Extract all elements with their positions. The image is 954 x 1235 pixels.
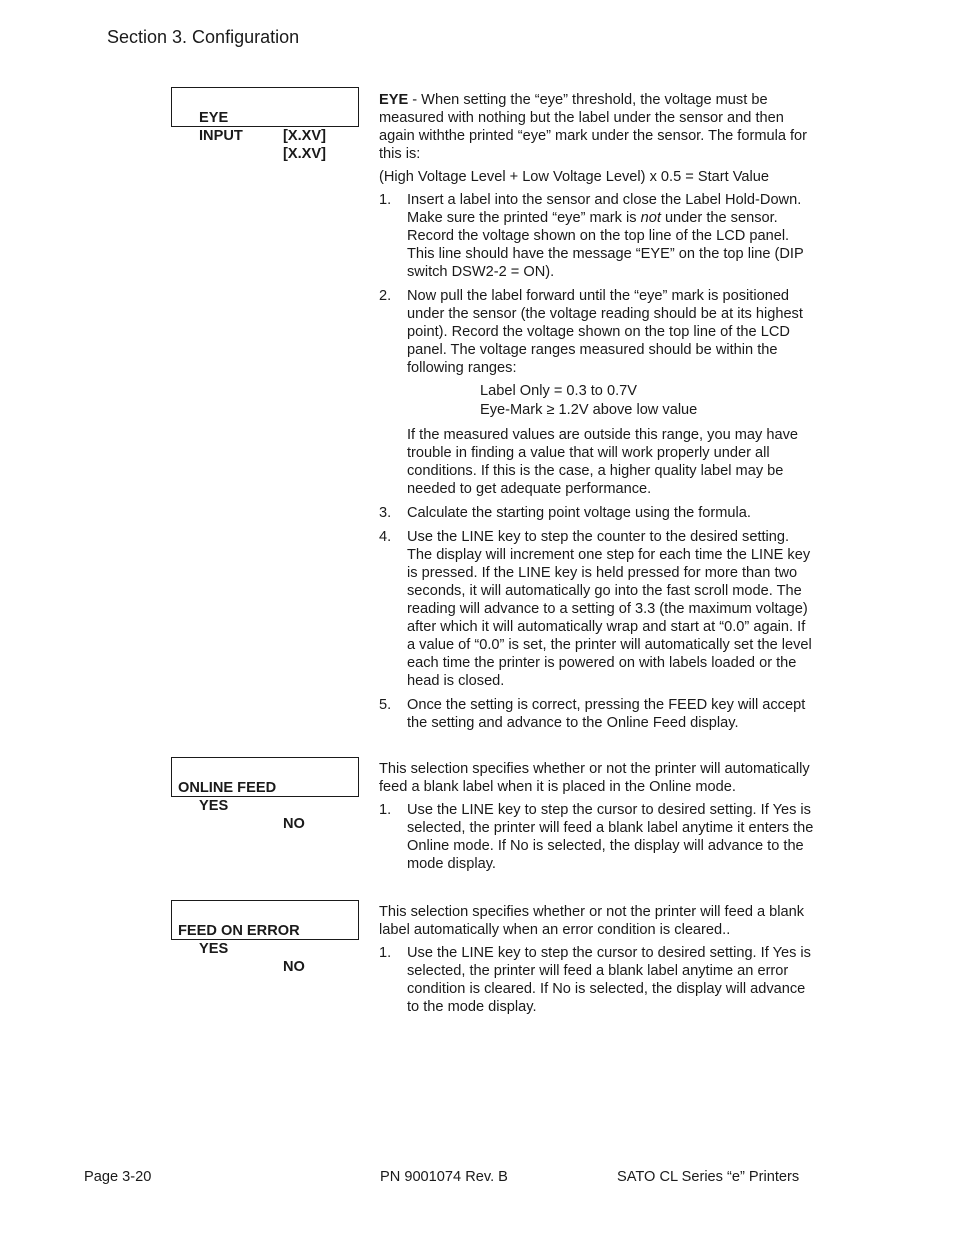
step-text: Calculate the starting point voltage using the formula. bbox=[407, 505, 751, 521]
lcd-eye-label: EYE bbox=[199, 110, 229, 126]
feed-on-error-steps bbox=[379, 944, 814, 1016]
lcd-online-feed-display bbox=[171, 757, 359, 832]
list-item bbox=[379, 801, 814, 873]
lcd-feed-on-error-title: FEED ON ERROR bbox=[178, 923, 300, 939]
eye-intro-bold: EYE bbox=[379, 92, 409, 108]
online-feed-intro: This selection specifies whether or not the printer will automatically feed a blank label when it is placed in the Online mode. bbox=[379, 761, 810, 795]
step-emphasis: not bbox=[640, 210, 661, 226]
feed-on-error-section bbox=[379, 903, 814, 1022]
online-feed-steps bbox=[379, 801, 814, 873]
step-number: 4. bbox=[379, 529, 392, 545]
lcd-eye-display bbox=[171, 87, 359, 162]
step-number: 2. bbox=[379, 288, 392, 304]
footer-product: SATO CL Series “e” Printers bbox=[617, 1169, 800, 1185]
eye-steps bbox=[379, 191, 814, 732]
step-text: Once the setting is correct, pressing the FEED key will accept the setting and advance to the Online Feed display. bbox=[407, 697, 806, 731]
list-item bbox=[379, 504, 814, 522]
step-number: 1. bbox=[379, 945, 392, 961]
step-text: Now pull the label forward until the “eye” mark is positioned under the sensor (the voltage reading should be at its highest point). Record the voltage shown on the top line of the LCD panel. The voltage ranges measured should be within the following ranges: bbox=[407, 288, 803, 376]
eye-formula: (High Voltage Level + Low Voltage Level) x 0.5 = Start Value bbox=[379, 169, 769, 185]
range-label-only: Label Only = 0.3 to 0.7V bbox=[480, 383, 637, 399]
lcd-error-no: NO bbox=[283, 959, 305, 975]
step-number: 1. bbox=[379, 802, 392, 818]
step-text: Use the LINE key to step the counter to the desired setting. The display will increment one step for each time the LINE key is pressed. If the LINE key is held pressed for more than two seconds, it will automatically go into the fast scroll mode. The reading will advance to a setting of 3.3 (the maximum voltage) after which it will automatically wrap and start at “0.0” again. If a value of “0.0” is set, the printer will automatically set the level each time the printer is powered on with labels loaded or the head is closed. bbox=[407, 529, 812, 689]
lcd-online-yes: YES bbox=[199, 798, 229, 814]
feed-on-error-intro: This selection specifies whether or not the printer will feed a blank label automatically when an error condition is cleared.. bbox=[379, 904, 805, 938]
footer-page-number: Page 3-20 bbox=[84, 1169, 152, 1185]
lcd-eye-value: [X.XV] bbox=[283, 128, 326, 144]
range-note: If the measured values are outside this range, you may have trouble in finding a value that will work properly under all conditions. If this is the case, a higher quality label may be needed to get adequate performance. bbox=[407, 427, 799, 497]
list-item bbox=[379, 696, 814, 732]
step-number: 3. bbox=[379, 505, 392, 521]
footer-part-number: PN 9001074 Rev. B bbox=[380, 1169, 508, 1185]
list-item bbox=[379, 287, 814, 498]
lcd-error-yes: YES bbox=[199, 941, 229, 957]
eye-intro-text: - When setting the “eye” threshold, the voltage must be measured with nothing but the label under the sensor and then again withthe printed “eye” mark under the sensor. The formula for this is: bbox=[379, 92, 808, 162]
eye-intro bbox=[379, 91, 814, 163]
list-item bbox=[379, 944, 814, 1016]
step-text: Use the LINE key to step the cursor to desired setting. If Yes is selected, the printer will feed a blank label anytime it enters the Online mode. If No is selected, the display will advance to the mode display. bbox=[407, 802, 814, 872]
step-text-end: under the sensor. Record the voltage shown on the top line of the LCD panel. This line should have the message “EYE” on the top line (DIP switch DSW2-2 = ON). bbox=[407, 210, 804, 280]
list-item bbox=[379, 191, 814, 281]
voltage-ranges bbox=[480, 382, 814, 420]
online-feed-section bbox=[379, 760, 814, 879]
section-header: Section 3. Configuration bbox=[107, 27, 300, 47]
lcd-input-value: [X.XV] bbox=[283, 146, 326, 162]
lcd-online-no: NO bbox=[283, 816, 305, 832]
range-eye-mark: Eye-Mark ≥ 1.2V above low value bbox=[480, 402, 698, 418]
step-text: Use the LINE key to step the cursor to desired setting. If Yes is selected, the printer will feed a blank label anytime an error condition is cleared. If No is selected, the display will advance to the mode display. bbox=[407, 945, 811, 1015]
list-item bbox=[379, 528, 814, 690]
lcd-feed-on-error-display bbox=[171, 900, 359, 975]
step-text: Insert a label into the sensor and close the Label Hold-Down. Make sure the printed “eye” mark is bbox=[407, 192, 802, 226]
step-number: 1. bbox=[379, 192, 392, 208]
step-number: 5. bbox=[379, 697, 392, 713]
lcd-input-label: INPUT bbox=[199, 128, 243, 144]
eye-section bbox=[379, 91, 814, 738]
lcd-online-feed-title: ONLINE FEED bbox=[178, 780, 277, 796]
